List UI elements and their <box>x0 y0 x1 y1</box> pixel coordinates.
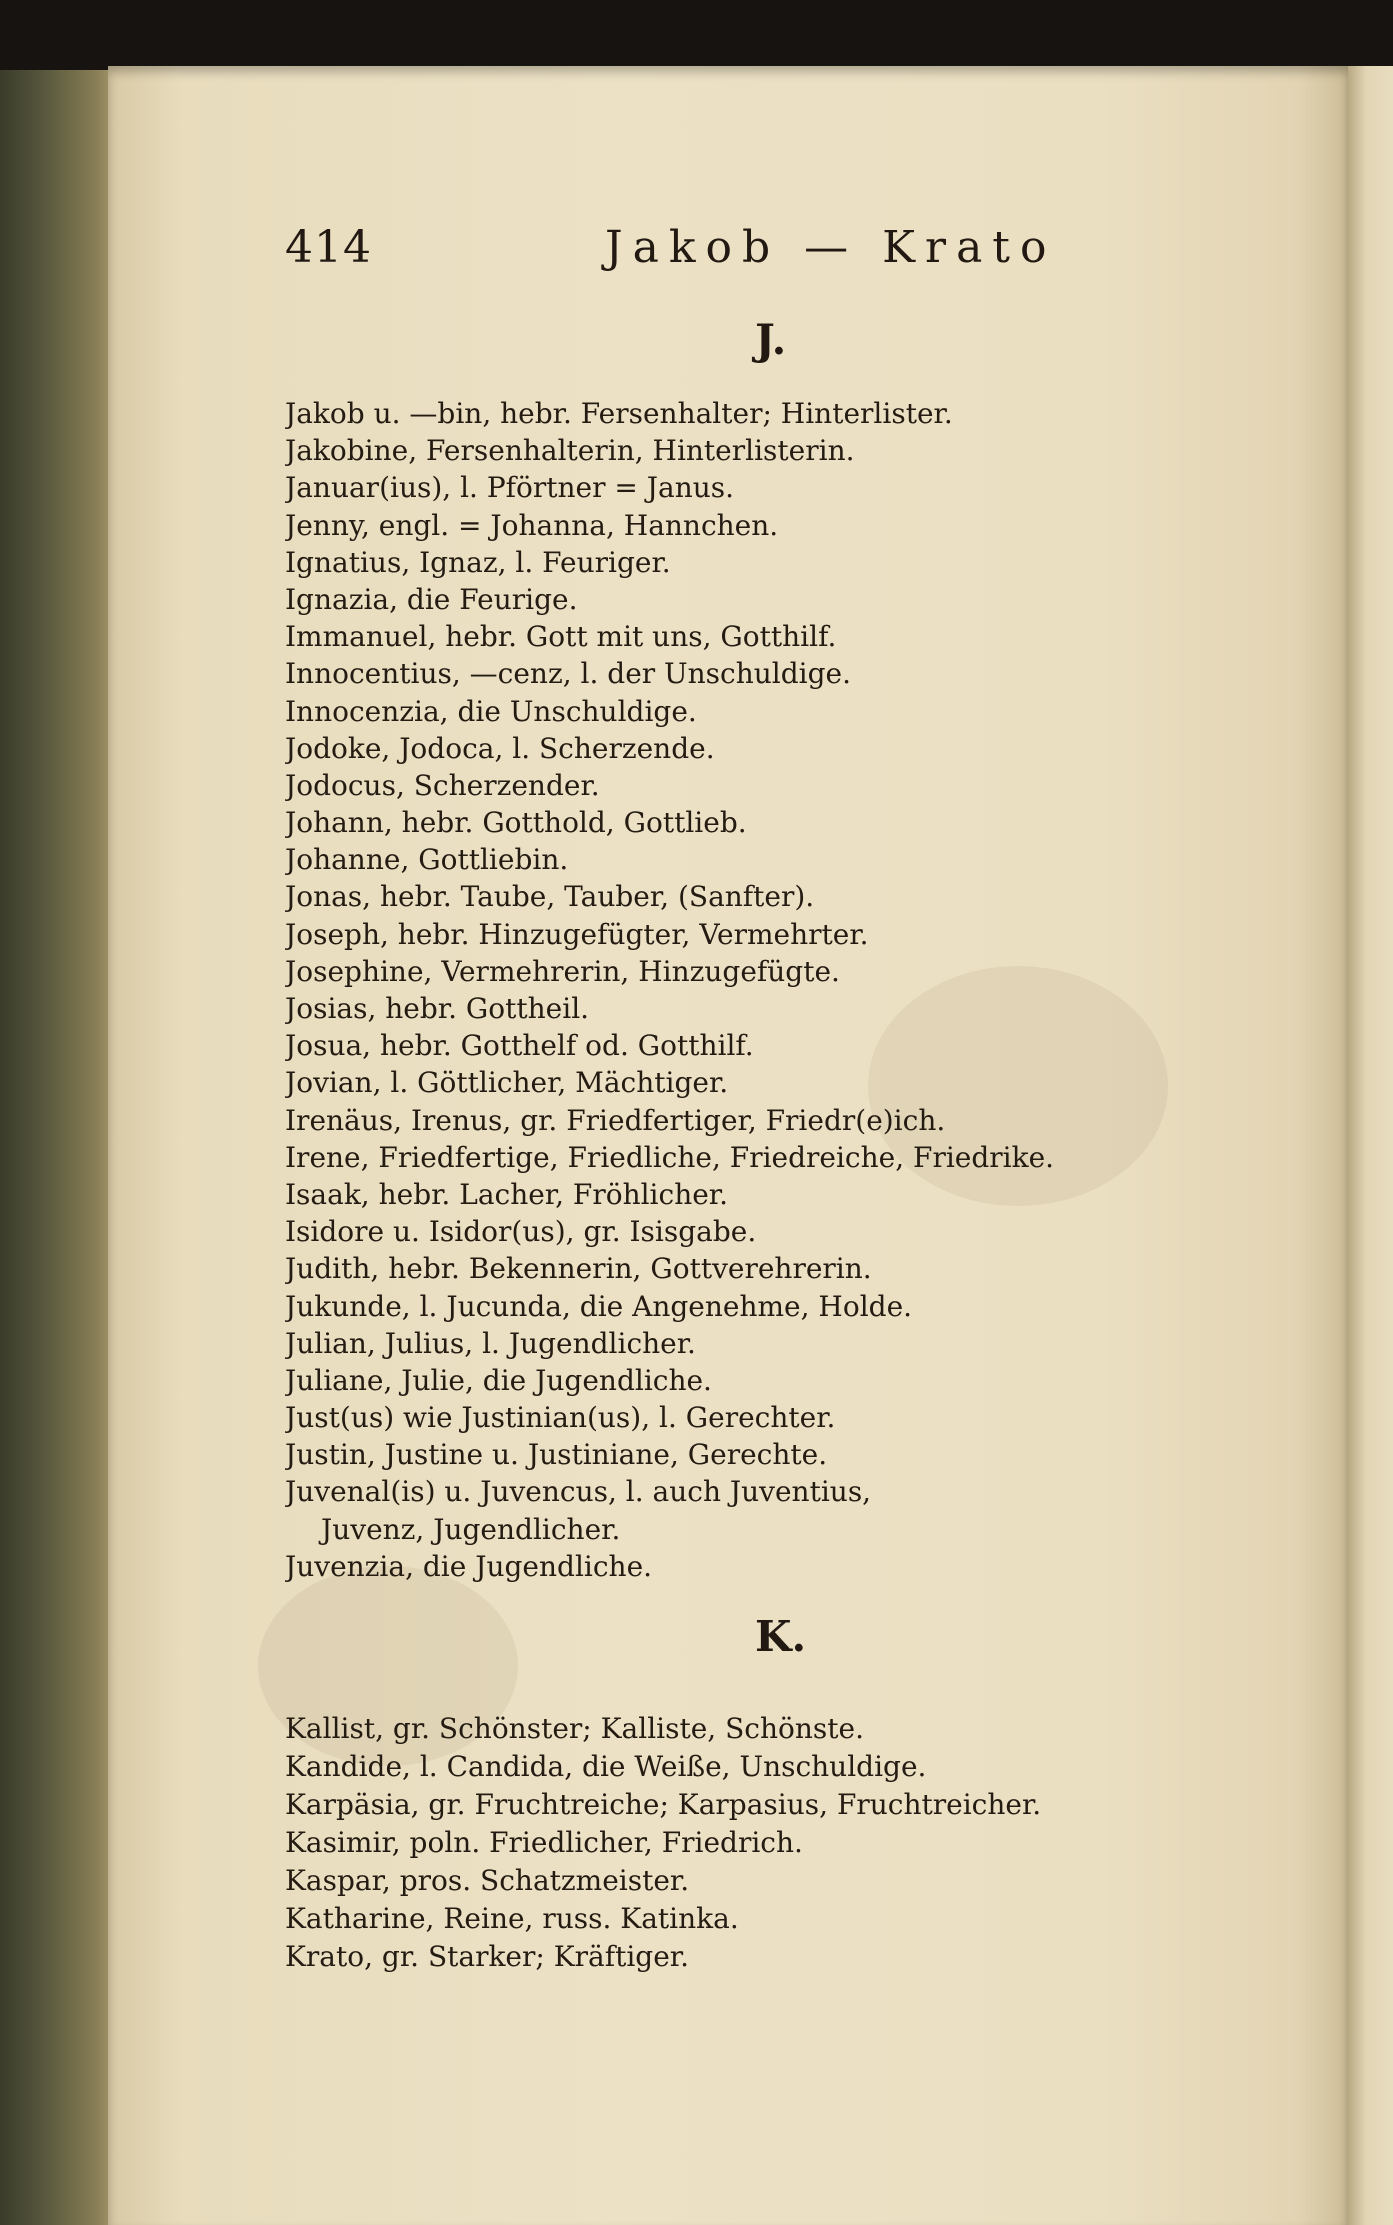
list-item: Jovian, l. Göttlicher, Mächtiger. <box>285 1066 729 1100</box>
list-item: Ignatius, Ignaz, l. Feuriger. <box>285 545 671 579</box>
list-item: Innocentius, —cenz, l. der Unschuldige. <box>285 657 852 691</box>
list-item: Karpäsia, gr. Fruchtreiche; Karpasius, Fruchtreicher. <box>285 1788 1042 1821</box>
list-item: Isaak, hebr. Lacher, Fröhlicher. <box>285 1177 729 1211</box>
list-item: Juvenal(is) u. Juvencus, l. auch Juventius, <box>285 1475 872 1509</box>
list-item: Josias, hebr. Gottheil. <box>285 992 590 1025</box>
section-letter-k: K. <box>755 1612 807 1661</box>
page-edge-stack <box>0 70 115 2225</box>
list-item: Johann, hebr. Gotthold, Gottlieb. <box>285 806 747 840</box>
page-header <box>285 222 1057 282</box>
list-item: Kaspar, pros. Schatzmeister. <box>285 1864 690 1897</box>
list-item: Johanne, Gottliebin. <box>285 843 569 877</box>
list-item: Jonas, hebr. Taube, Tauber, (Sanfter). <box>285 880 815 914</box>
list-item: Juvenz, Jugendlicher. <box>321 1512 621 1546</box>
list-item: Ignazia, die Feurige. <box>285 582 578 616</box>
section-letter-j: J. <box>755 315 787 364</box>
list-item: Krato, gr. Starker; Kräftiger. <box>285 1940 689 1973</box>
next-page-edge <box>1348 66 1393 2225</box>
list-item: Jodocus, Scherzender. <box>285 768 600 802</box>
entry-list-j <box>285 395 1295 1585</box>
running-head: Jakob — Krato <box>605 222 1057 273</box>
list-item: Kasimir, poln. Friedlicher, Friedrich. <box>285 1826 803 1859</box>
page-number: 414 <box>285 222 372 273</box>
list-item: Jakobine, Fersenhalterin, Hinterlisterin. <box>285 434 855 468</box>
list-item: Januar(ius), l. Pförtner = Janus. <box>285 471 735 505</box>
list-item: Isidore u. Isidor(us), gr. Isisgabe. <box>285 1215 757 1249</box>
list-item: Innocenzia, die Unschuldige. <box>285 694 697 728</box>
list-item: Josephine, Vermehrerin, Hinzugefügte. <box>285 954 840 988</box>
list-item: Just(us) wie Justinian(us), l. Gerechter. <box>285 1401 836 1435</box>
list-item: Irene, Friedfertige, Friedliche, Friedreiche, Friedrike. <box>285 1140 1055 1174</box>
list-item: Judith, hebr. Bekennerin, Gottverehrerin. <box>285 1252 872 1286</box>
list-item: Juliane, Julie, die Jugendliche. <box>285 1363 712 1397</box>
list-item: Irenäus, Irenus, gr. Friedfertiger, Friedr(e)ich. <box>285 1103 946 1137</box>
list-item: Justin, Justine u. Justiniane, Gerechte. <box>285 1438 828 1472</box>
list-item: Jodoke, Jodoca, l. Scherzende. <box>285 731 715 765</box>
list-item: Kandide, l. Candida, die Weiße, Unschuldige. <box>285 1750 927 1783</box>
list-item: Jenny, engl. = Johanna, Hannchen. <box>285 508 779 542</box>
list-item: Joseph, hebr. Hinzugefügter, Vermehrter. <box>285 917 869 951</box>
list-item: Juvenzia, die Jugendliche. <box>285 1549 653 1583</box>
list-item: Julian, Julius, l. Jugendlicher. <box>285 1326 696 1360</box>
list-item: Josua, hebr. Gotthelf od. Gotthilf. <box>285 1029 754 1063</box>
list-item: Jakob u. —bin, hebr. Fersenhalter; Hinterlister. <box>285 397 953 430</box>
list-item: Jukunde, l. Jucunda, die Angenehme, Holde. <box>285 1289 913 1323</box>
entry-list-k <box>285 1710 1295 1976</box>
list-item: Immanuel, hebr. Gott mit uns, Gotthilf. <box>285 620 837 654</box>
list-item: Katharine, Reine, russ. Katinka. <box>285 1902 739 1935</box>
list-item: Kallist, gr. Schönster; Kalliste, Schönste. <box>285 1712 864 1745</box>
